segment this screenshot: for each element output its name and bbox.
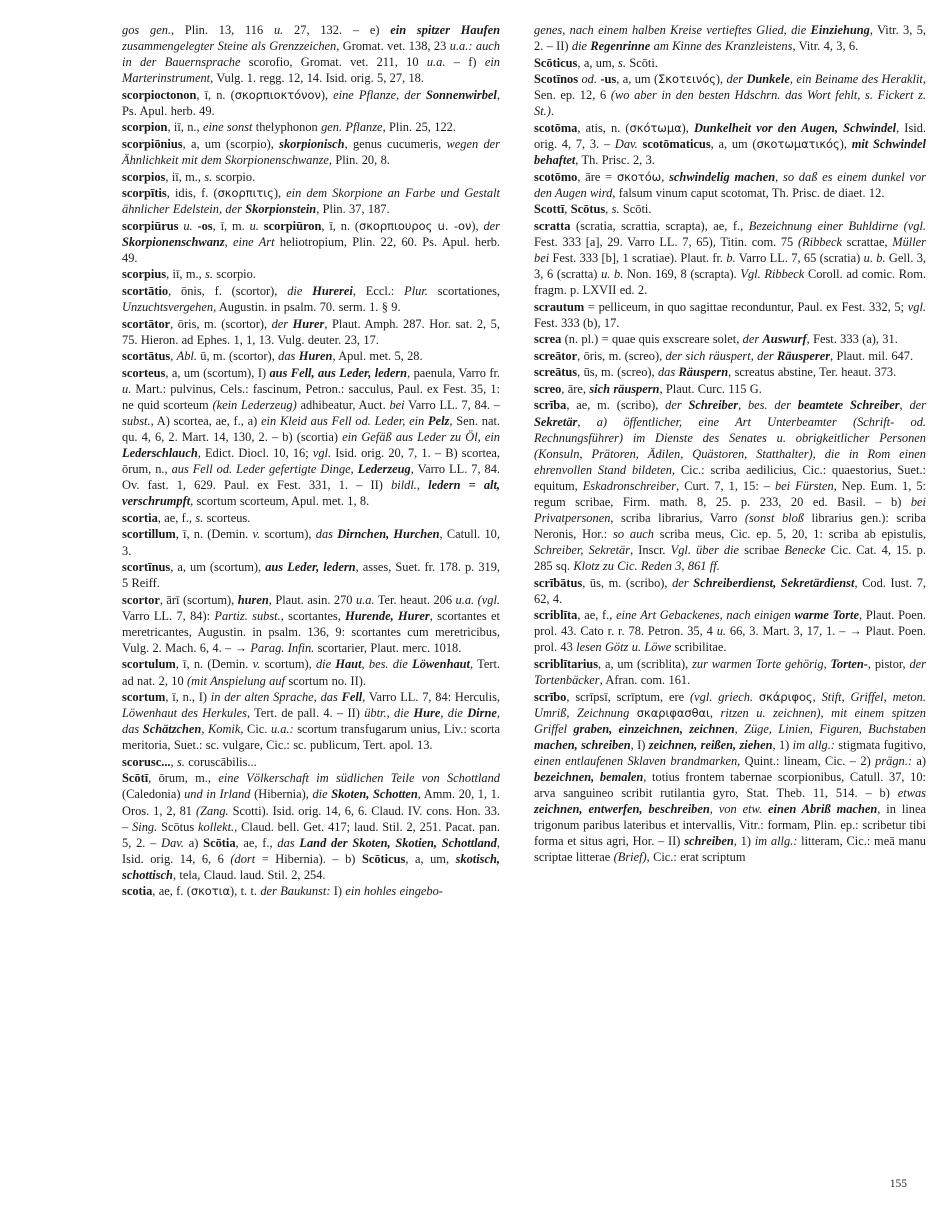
dictionary-entry: Scōtī, ōrum, m., eine Völkerschaft im südlichen Teile von Schottland (Caledonia) und in Irland (Hibernia), die Skoten, Schotten, Amm. 20, 1, 1. Oros. 1, 2, 81 (Zang. Scotti). Isid. orig. 14, 6, 6. Claud. IV. cons. Hon. 33. – Sing. Scōtus kollekt., Claud. bell. Get. 417; laud. Stil. 2, 251. Pacat. pan. 5, 2. – Dav. a) Scōtia, ae, f., das Land der Skoten, Skotien, Schottland, Isid. orig. 14, 6, 6 (dort = Hibernia). – b) Scōticus, a, um, skotisch, schottisch, tela, Claud. laud. Stil. 2, 254.	[122, 771, 500, 882]
dictionary-entry: scorpion, iī, n., eine sonst thelyphonon gen. Pflanze, Plin. 25, 122.	[122, 120, 456, 135]
dictionary-entry: scortātor, ōris, m. (scortor), der Hurer, Plaut. Amph. 287. Hor. sat. 2, 5, 75. Hieron. ad Ephes. 1, 1, 13. Vulg. deuter. 23, 17.	[122, 316, 500, 347]
dictionary-entry: screātus, ūs, m. (screo), das Räuspern, screatus abstine, Ter. heaut. 373.	[534, 365, 897, 380]
dictionary-entry: scotōma, atis, n. (σκότωμα), Dunkelheit vor den Augen, Schwindel, Isid. orig. 4, 7, 3. – Dav. scotōmaticus, a, um (σκοτωματικός), mit Schwindel behaftet, Th. Prisc. 2, 3.	[534, 120, 926, 167]
dictionary-entry: Scotīnos od. -us, a, um (Σκοτεινός), der Dunkele, ein Beiname des Heraklit, Sen. ep. 12, 6 (wo aber in den besten Hdschrn. das Wort fehlt, s. Fickert z. St.).	[534, 72, 926, 119]
dictionary-entry: gos gen., Plin. 13, 116 u. 27, 132. – e) ein spitzer Haufen zusammengelegter Steine als Grenzzeichen, Gromat. vet. 138, 23 u.a.: auch in der Bauernsprache scorofio, Gromat. vet. 211, 10 u.a. – f) ein Marterinstrument, Vulg. 1. regg. 12, 14. Isid. orig. 5, 27, 18.	[122, 23, 500, 86]
dictionary-entry: scorteus, a, um (scortum), I) aus Fell, aus Leder, ledern, paenula, Varro fr. u. Mart.: pulvinus, Cels.: fascinum, Petron.: sacculus, Paul. ex Fest. 35, 1: ne quid scorteum (kein Lederzeug) adhibeatur, Auct. bei Varro LL. 7, 84. – subst., A) scortea, ae, f., a) ein Kleid aus Fell od. Leder, ein Pelz, Sen. nat. qu. 4, 6, 2. Mart. 14, 130, 2. – b) (scortia) ein Gefäß aus Leder zu Öl, ein Lederschlauch, Edict. Diocl. 10, 16; vgl. Isid. orig. 20, 7, 1. – B) scortea, ōrum, n., aus Fell od. Leder gefertigte Dinge, Lederzeug, Varro LL. 7, 84. Ov. fast. 1, 629. Paul. ex Fest. 331, 1. – II) bildl., ledern = alt, verschrumpft, scortum scorteum, Apul. met. 1, 8.	[122, 365, 501, 509]
dictionary-entry: scriblītarius, a, um (scriblita), zur warmen Torte gehörig, Torten-, pistor, der Tortenbäcker, Afran. com. 161.	[534, 656, 926, 687]
dictionary-entry: scorpiūrus u. -os, ī, m. u. scorpiūron, ī, n. (σκορπιουρος u. -ον), der Skorpionenschwanz, eine Art heliotropium, Plin. 22, 60. Ps. Apul. herb. 49.	[122, 218, 500, 265]
dictionary-entry: scrība, ae, m. (scribo), der Schreiber, bes. der beamtete Schreiber, der Sekretär, a) öffentlicher, eine Art Unterbeamter (Schrift- od. Rechnungsführer) im Dienste des Senates u. obrigkeitlicher Personen (Konsuln, Prätoren, Ädilen, Quästoren, Statthalter), die in Rom einen ehrenvollen Stand bildeten, Cic.: scriba aedilicius, Cic.: quaestorius, Suet.: equitum, Eskadronschreiber, Curt. 7, 1, 15: – bei Fürsten, Nep. Eum. 1, 5: regum scribae, Firm. math. 8, 25. p. 233, 20 ed. Basil. – b) bei Privatpersonen, scriba librarius, Varro (sonst bloß librarius gen.): scriba Neronis, Hor.: so auch scriba meus, Cic. ep. 5, 20, 1: scriba ab epistulis, Schreiber, Sekretär, Inscr. Vgl. über die scribae Benecke Cic. Cat. 4, 15. p. 285 sq. Klotz zu Cic. Reden 3, 861 ff.	[534, 398, 926, 574]
dictionary-entry: scortillum, ī, n. (Demin. v. scortum), das Dirnchen, Hurchen, Catull. 10, 3.	[122, 527, 500, 558]
dictionary-entry: Scōticus, a, um, s. Scōti.	[534, 55, 658, 70]
dictionary-entry: scriblīta, ae, f., eine Art Gebackenes, nach einigen warme Torte, Plaut. Poen. prol. 43. Cato r. r. 78. Petron. 35, 4 u. 66, 3. Mart. 3, 17, 1. – → Plaut. Poen. prol. 43 lesen Götz u. Löwe scribilitae.	[534, 608, 926, 655]
dictionary-entry: scratta (scratia, scrattia, scrapta), ae, f., Bezeichnung einer Buhldirne (vgl. Fest. 333 [a], 29. Varro LL. 7, 65), Titin. com. 75 (Ribbeck scrattae, Müller bei Fest. 333 [b], 1 scratiae). Plaut. fr. b. Varro LL. 7, 65 (scratia) u. b. Gell. 3, 3, 6 (scratta) u. b. Non. 169, 8 (scrapta). Vgl. Ribbeck Coroll. ad comic. Rom. fragm. p. LXVII ed. 2.	[534, 218, 927, 297]
dictionary-entry: scrautum = pelliceum, in quo sagittae reconduntur, Paul. ex Fest. 332, 5; vgl. Fest. 333 (b), 17.	[534, 299, 926, 330]
two-column-layout	[25, 22, 927, 900]
dictionary-entry: scrībātus, ūs, m. (scribo), der Schreiberdienst, Sekretärdienst, Cod. Iust. 7, 62, 4.	[534, 575, 926, 606]
dictionary-entry: scortātio, ōnis, f. (scortor), die Hurerei, Eccl.: Plur. scortationes, Unzuchtsvergehen, Augustin. in psalm. 70. serm. 1. § 9.	[122, 284, 500, 315]
dictionary-entry: scorpioctonon, ī, n. (σκορπιοκτόνον), eine Pflanze, der Sonnenwirbel, Ps. Apul. herb. 49.	[122, 87, 500, 118]
dictionary-entry: scortulum, ī, n. (Demin. v. scortum), die Haut, bes. die Löwenhaut, Tert. ad nat. 2, 10 (mit Anspielung auf scortum no. II).	[122, 657, 500, 688]
dictionary-entry: scortia, ae, f., s. scorteus.	[122, 510, 251, 525]
right-column	[522, 22, 926, 866]
dictionary-entry: Scottī, Scōtus, s. Scōti.	[534, 202, 652, 217]
dictionary-entry: scorpiōnius, a, um (scorpio), skorpionisch, genus cucumeris, wegen der Ähnlichkeit mit dem Skorpionenschwanze, Plin. 20, 8.	[122, 136, 500, 167]
dictionary-entry: scorpios, iī, m., s. scorpio.	[122, 169, 256, 184]
dictionary-entry: scotōmo, āre = σκοτόω, schwindelig machen, so daß es einem dunkel vor den Augen wird, falsum vinum caput scotomat, Th. Prisc. de diaet. 12.	[534, 169, 926, 200]
dictionary-entry: scrībo, scrīpsī, scrīptum, ere (vgl. griech. σκάριφος, Stift, Griffel, meton. Umriß, Zeichnung σκαριφασθαι, ritzen u. zeichnen), mit einem spitzen Griffel graben, einzeichnen, zeichnen, Züge, Linien, Figuren, Buchstaben machen, schreiben, I) zeichnen, reißen, ziehen, 1) im allg.: stigmata fugitivo, einen entlaufenen Sklaven brandmarken, Quint.: lineam, Cic. – 2) prägn.: a) bezeichnen, bemalen, totius frontem tabernae scorpionibus, Catull. 37, 10: arva sanguineo scribit rutilantia gyro, Stat. Theb. 11, 514. – b) etwas zeichnen, entwerfen, beschreiben, von etw. einen Abriß machen, in linea trigonum paribus lateribus et intervallis, Vitr.: formam, Plin. ep.: scribetur tibi forma et situs agri, Hor. – II) schreiben, 1) im allg.: litteram, Cic.: meā manu scriptae litterae (Brief), Cic.: erat scriptum	[534, 689, 927, 865]
dictionary-entry: scorusc..., s. coruscābilis...	[122, 754, 257, 769]
dictionary-entry: scortum, ī, n., I) in der alten Sprache, das Fell, Varro LL. 7, 84: Herculis, Löwenhaut des Herkules, Tert. de pall. 4. – II) übtr., die Hure, die Dirne, das Schätzchen, Komik, Cic. u.a.: scortum transfugarum unius, Liv.: scorta meritoria, Suet.: sc. vulgare, Cic.: sc. publicum, Tert. apol. 13.	[122, 690, 500, 753]
dictionary-entry: screa (n. pl.) = quae quis exscreare solet, der Auswurf, Fest. 333 (a), 31.	[534, 332, 898, 347]
dictionary-entry: screātor, ōris, m. (screo), der sich räuspert, der Räusperer, Plaut. mil. 647.	[534, 348, 914, 363]
dictionary-entry: scortor, ārī (scortum), huren, Plaut. asin. 270 u.a. Ter. heaut. 206 u.a. (vgl. Varro LL. 7, 84): Partiz. subst., scortantes, Hurende, Hurer, scortantes et meretricantes, Augustin. in psalm. 136, 9: scortantes cum meretricibus, Vulg. 2. Mach. 6, 4. – → Parag. Infin. scortarier, Plaut. merc. 1018.	[122, 592, 500, 655]
page-number: 155	[889, 1178, 907, 1190]
dictionary-entry: scorpītis, idis, f. (σκορπιτις), ein dem Skorpione an Farbe und Gestalt ähnlicher Edelstein, der Skorpionstein, Plin. 37, 187.	[122, 186, 500, 217]
dictionary-entry: screo, āre, sich räuspern, Plaut. Curc. 115 G.	[534, 381, 762, 396]
dictionary-entry: scorpius, iī, m., s. scorpio.	[122, 267, 256, 282]
dictionary-entry: scortātus, Abl. ū, m. (scortor), das Huren, Apul. met. 5, 28.	[122, 349, 423, 364]
dictionary-entry: genes, nach einem halben Kreise vertieftes Glied, die Einziehung, Vitr. 3, 5, 2. – II) die Regenrinne am Kinne des Kranzleistens, Vitr. 4, 3, 6.	[534, 23, 926, 54]
dictionary-entry: scortīnus, a, um (scortum), aus Leder, ledern, asses, Suet. fr. 178. p. 319, 5 Reiff.	[122, 560, 501, 591]
left-column	[25, 22, 500, 900]
dictionary-entry: scotia, ae, f. (σκοτια), t. t. der Baukunst: I) ein hohles eingebo-	[122, 884, 443, 899]
